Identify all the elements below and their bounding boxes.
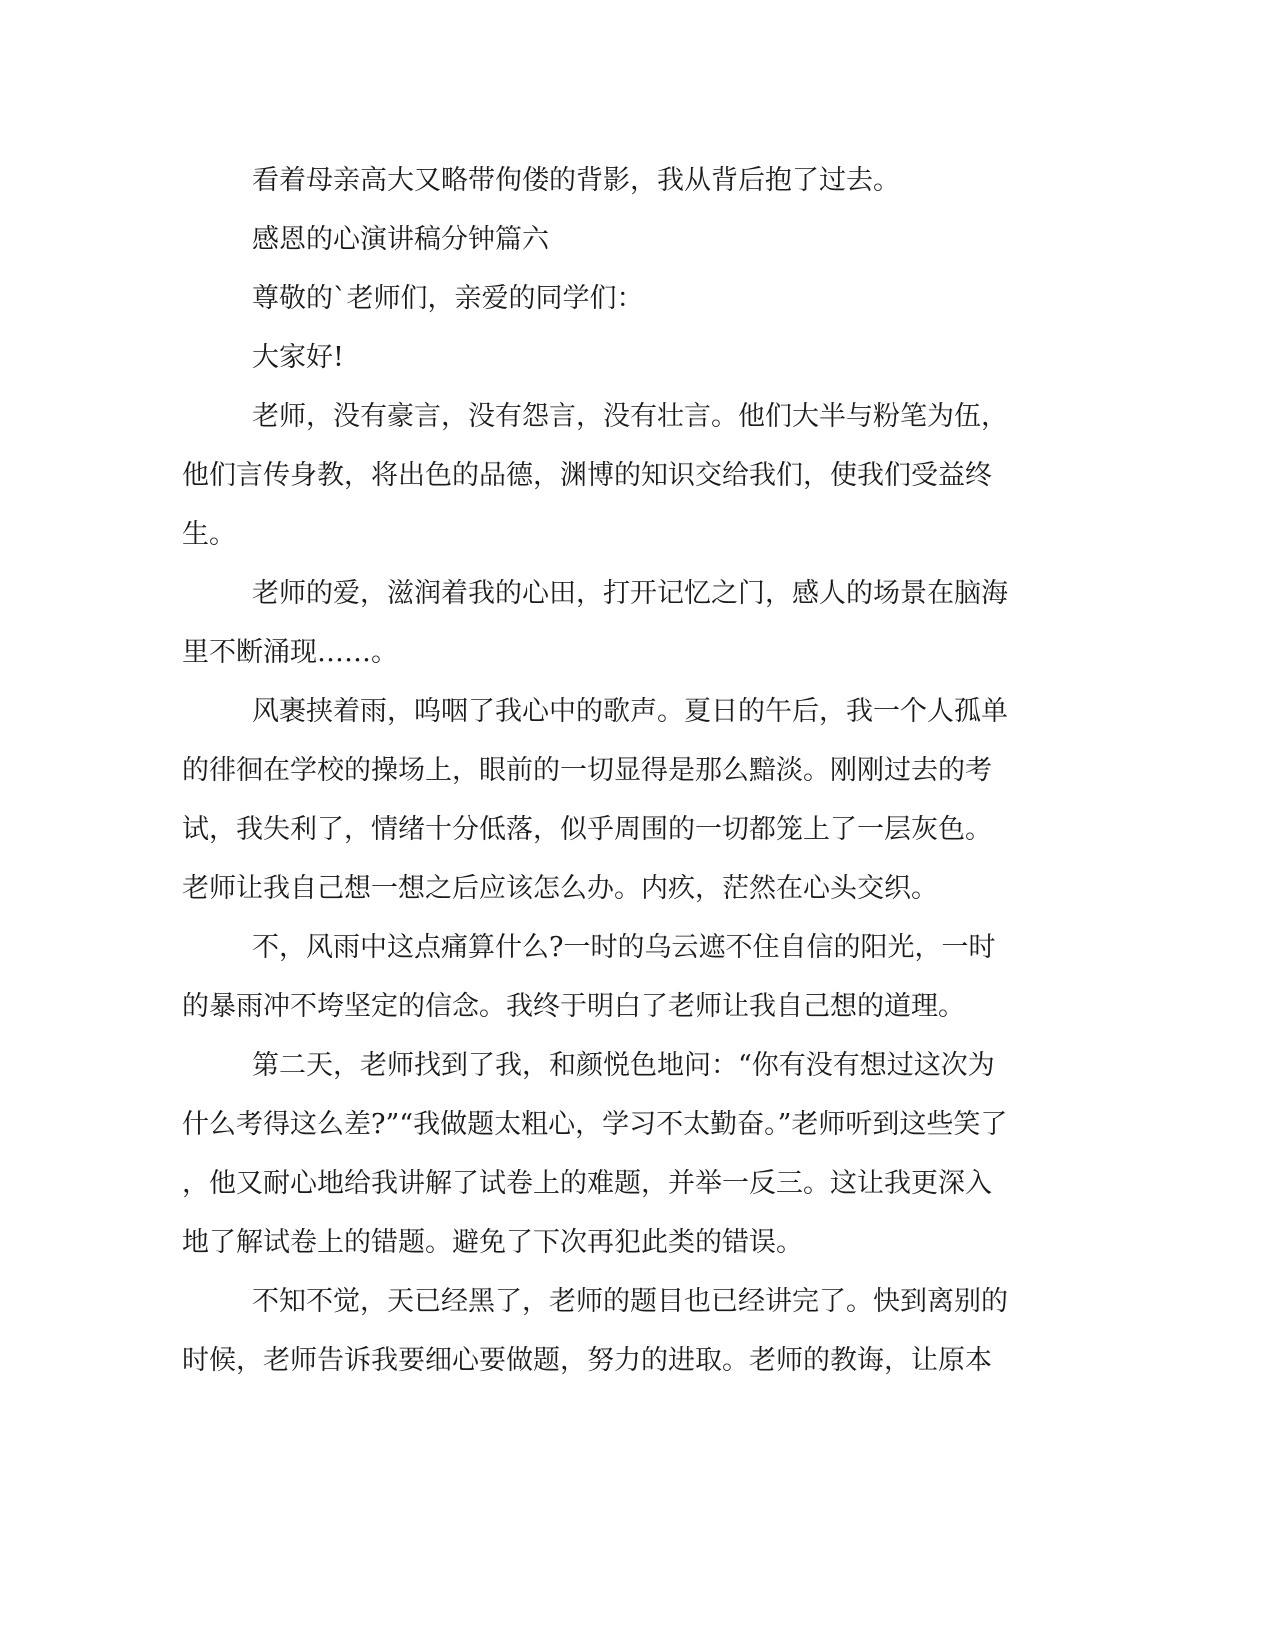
- text-line: 老师，没有豪言，没有怨言，没有壮言。他们大半与粉笔为伍，: [252, 401, 1008, 432]
- text-line: 不，风雨中这点痛算什么?一时的乌云遮不住自信的阳光，一时: [252, 932, 996, 963]
- text-line: 第二天，老师找到了我，和颜悦色地问：“你有没有想过这次为: [252, 1050, 995, 1081]
- text-line: 他们言传身教，将出色的品德，渊博的知识交给我们，使我们受益终: [182, 460, 992, 491]
- salutation: 尊敬的`老师们，亲爱的同学们：: [252, 283, 644, 314]
- text-line: 什么考得这么差?”“我做题太粗心，学习不太勤奋。”老师听到这些笑了: [182, 1109, 1008, 1140]
- text-line: 生。: [182, 519, 236, 550]
- greeting: 大家好!: [252, 342, 344, 373]
- text-line: 看着母亲高大又略带佝偻的背影，我从背后抱了过去。: [252, 165, 900, 196]
- text-line: 的暴雨冲不垮坚定的信念。我终于明白了老师让我自己想的道理。: [182, 991, 965, 1022]
- text-line: 老师的爱，滋润着我的心田，打开记忆之门，感人的场景在脑海: [252, 578, 1008, 609]
- text-line: 不知不觉，天已经黑了，老师的题目也已经讲完了。快到离别的: [252, 1286, 1008, 1317]
- text-line: 老师让我自己想一想之后应该怎么办。内疚，茫然在心头交织。: [182, 873, 938, 904]
- text-line: 风裹挟着雨，呜咽了我心中的歌声。夏日的午后，我一个人孤单: [252, 696, 1008, 727]
- section-heading: 感恩的心演讲稿分钟篇六: [252, 224, 549, 255]
- text-line: ，他又耐心地给我讲解了试卷上的难题，并举一反三。这让我更深入: [182, 1168, 992, 1199]
- text-line: 时候，老师告诉我要细心要做题，努力的进取。老师的教诲，让原本: [182, 1345, 992, 1376]
- text-line: 里不断涌现……。: [182, 637, 398, 668]
- text-line: 地了解试卷上的错题。避免了下次再犯此类的错误。: [182, 1227, 803, 1258]
- text-line: 的徘徊在学校的操场上，眼前的一切显得是那么黯淡。刚刚过去的考: [182, 755, 992, 786]
- text-line: 试，我失利了，情绪十分低落，似乎周围的一切都笼上了一层灰色。: [182, 814, 992, 845]
